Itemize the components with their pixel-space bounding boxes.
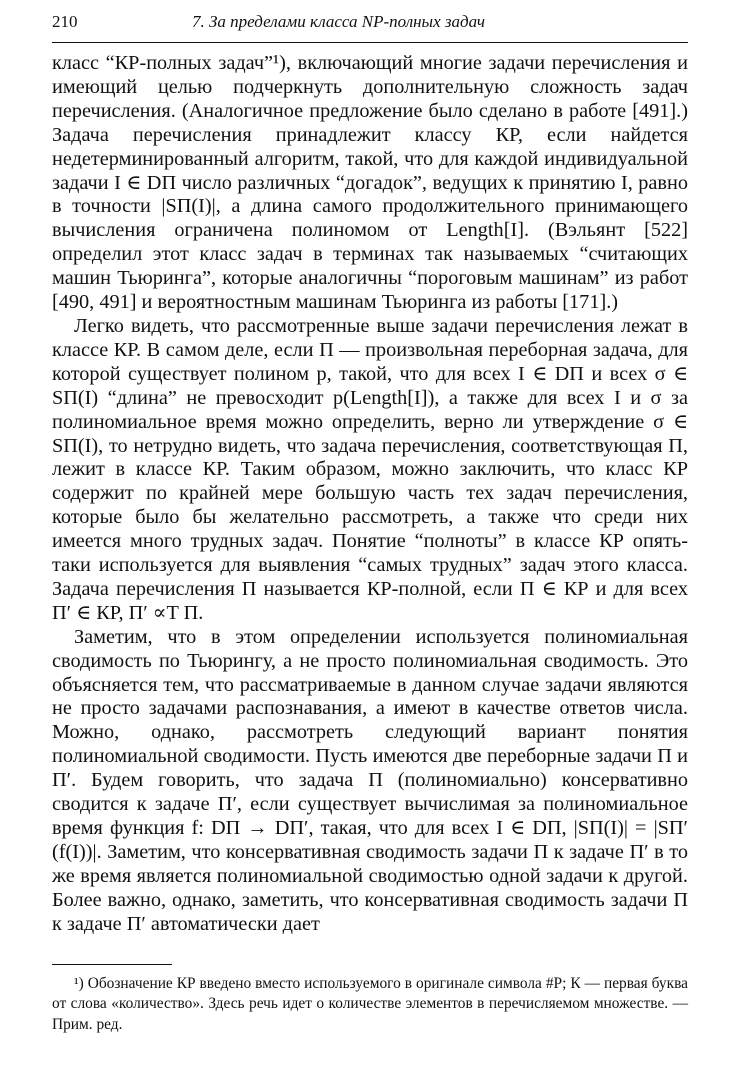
paragraph: класс “КР-полных задач”¹), включающий многие задачи перечисления и имеющий целью подчеркнуть дополнительную сложность задач перечисления. (Аналогичное предложение было сделано в работе [491].) Задача перечисления принадлежит классу КР, если найдется недетерминированный алгоритм, такой, что для каждой индивидуальной задачи I ∈ DΠ число различных “догадок”, ведущих к принятию I, равно в точности |SΠ(I)|, а длина самого продолжительного принимающего вычисления ограничена полиномом от Length[I]. (Вэльянт [522] определил этот класс задач в терминах так называемых “считающих машин Тьюринга”, которые аналогичны “пороговым машинам” из работ [490, 491] и вероятностным машинам Тьюринга из работы [171].) <box>52 52 688 314</box>
paragraph: Легко видеть, что рассмотренные выше задачи перечисления лежат в классе КР. В самом деле, если Π — произвольная переборная задача, для которой существует полином p, такой, что для всех I ∈ DΠ и всех σ ∈ SΠ(I) “длина” не превосходит p(Length[I]), а также для всех I и σ за полиномиальное время можно определить, верно ли утверждение σ ∈ SΠ(I), то нетрудно видеть, что задача перечисления, соответствующая Π, лежит в классе КР. Таким образом, можно заключить, что класс КР содержит по крайней мере большую часть тех задач перечисления, которые было бы желательно рассмотреть, а также что среди них имеется много трудных задач. Понятие “полноты” в классе КР опять-таки используется для выявления “самых трудных” задач этого класса. Задача перечисления Π называется КР-полной, если Π ∈ КР и для всех Π′ ∈ КР, Π′ ∝T Π. <box>52 314 688 624</box>
main-text <box>52 52 688 937</box>
header-rule <box>52 42 688 43</box>
running-header <box>52 12 688 42</box>
book-page <box>52 12 688 1035</box>
footnote-rule <box>52 964 172 965</box>
footnote: ¹) Обозначение КР введено вместо используемого в оригинале символа #P; К — первая буква от слова «количество». Здесь речь идет о количестве элементов в перечисляемом множестве. — Прим. ред. <box>52 974 688 1033</box>
paragraph: Заметим, что в этом определении используется полиномиальная сводимость по Тьюрингу, а не просто полиномиальная сводимость. Это объясняется тем, что рассматриваемые в данном случае задачи являются не просто задачами распознавания, а имеют в качестве ответов числа. Можно, однако, рассмотреть следующий вариант понятия полиномиальной сводимости. Пусть имеются две переборные задачи Π и Π′. Будем говорить, что задача Π (полиномиально) консервативно сводится к задаче Π′, если существует вычислимая за полиномиальное время функция f: DΠ → DΠ′, такая, что для всех I ∈ DΠ, |SΠ(I)| = |SΠ′(f(I))|. Заметим, что консервативная сводимость задачи Π к задаче Π′ в то же время является полиномиальной сводимостью одной задачи к другой. Более важно, однако, заметить, что консервативная сводимость задачи Π к задаче Π′ автоматически дает <box>52 625 688 935</box>
page-number: 210 <box>52 12 78 31</box>
running-title: 7. За пределами класса NP-полных задач <box>192 12 485 31</box>
